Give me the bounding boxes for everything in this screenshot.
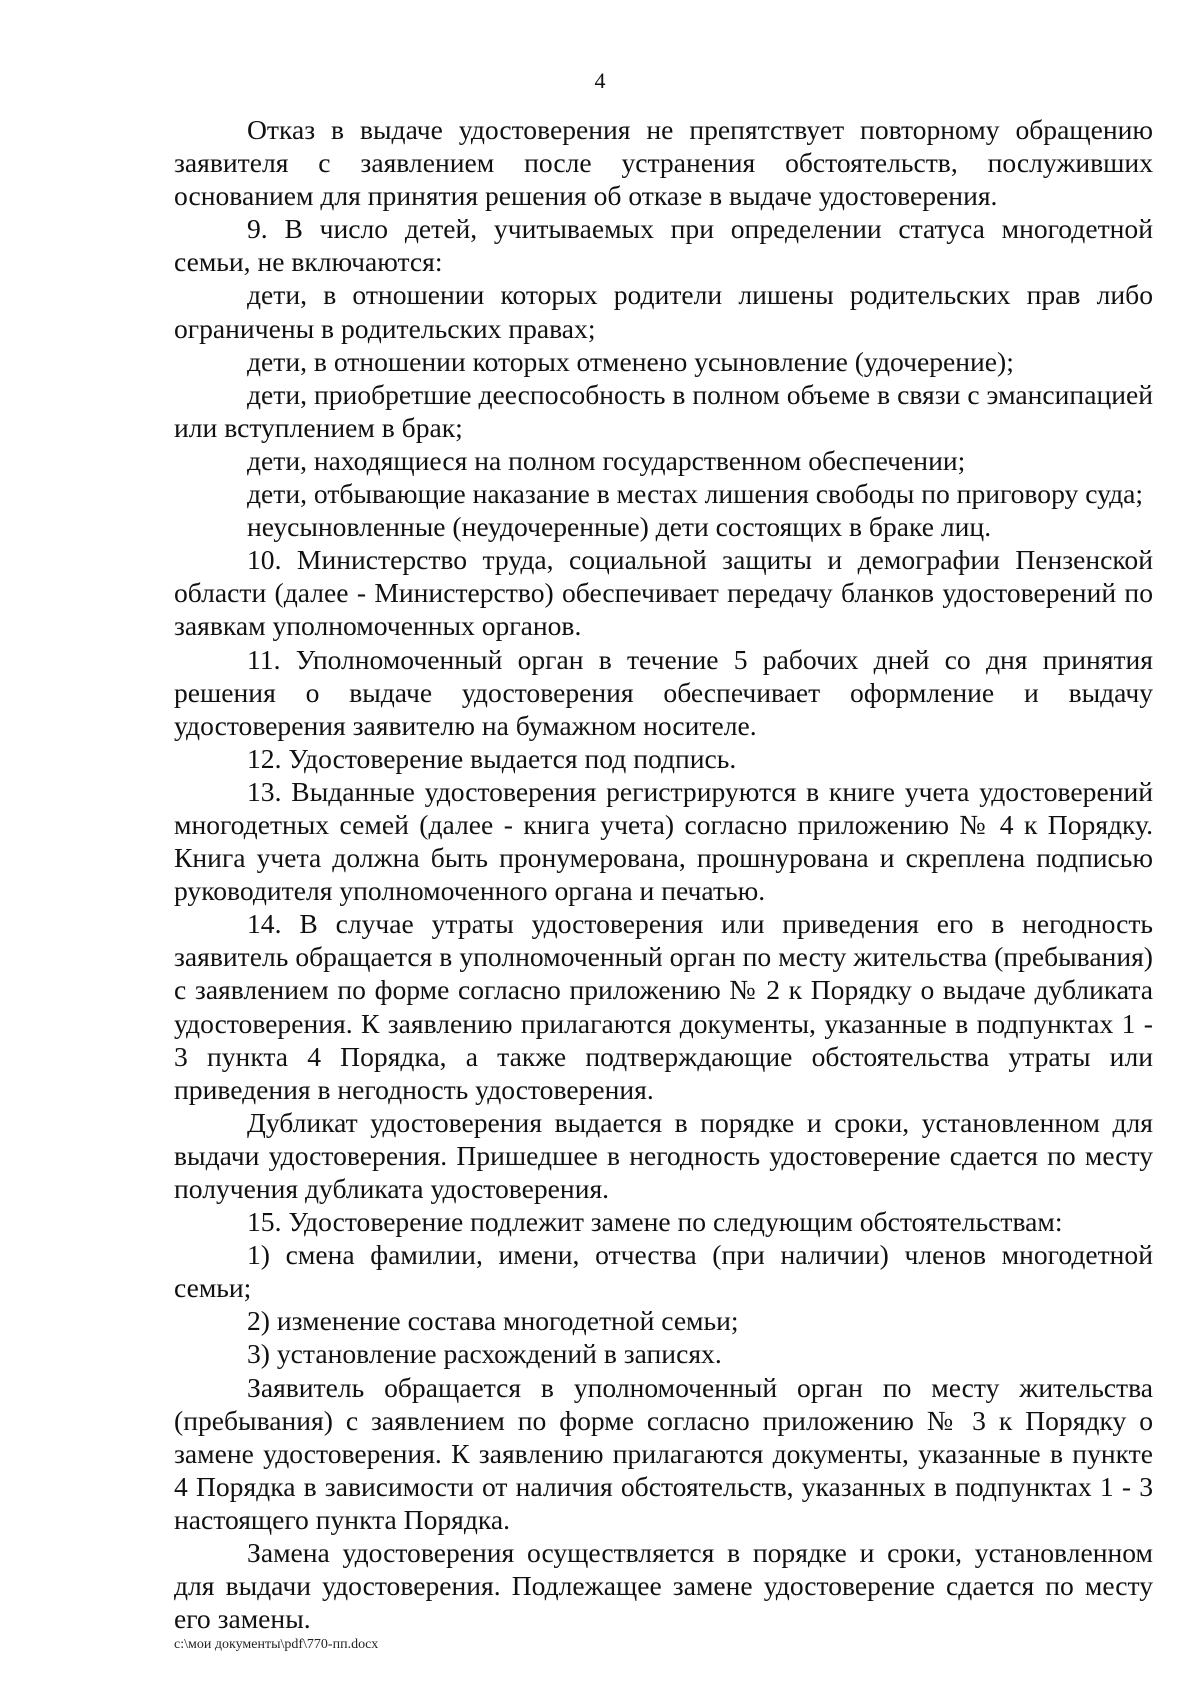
- footer-file-path: c:\мои документы\pdf\770-пп.docx: [174, 1637, 379, 1652]
- paragraph-item-13: 13. Выданные удостоверения регистрируются в книге учета удостоверений многодетных семей (далее - книга учета) согласно приложению № 4 к Порядку. Книга учета должна быть пронумерована, прошнурована и скреплена подписью руководителя уполномоченного органа и печатью.: [174, 775, 1153, 907]
- paragraph-item-14: 14. В случае утраты удостоверения или приведения его в негодность заявитель обращается в уполномоченный орган по месту жительства (пребывания) с заявлением по форме согласно приложению № 2 к Порядку о выдаче дубликата удостоверения. К заявлению прилагаются документы, указанные в подпунктах 1 - 3 пункта 4 Порядка, а также подтверждающие обстоятельства утраты или приведения в негодность удостоверения.: [174, 908, 1153, 1105]
- paragraph-item-9-adoption-cancelled: дети, в отношении которых отменено усыновление (удочерение);: [247, 345, 1014, 377]
- paragraph-item-12: 12. Удостоверение выдается под подпись.: [247, 742, 737, 774]
- paragraph-item-9-children-deprived-rights: дети, в отношении которых родители лишены родительских прав либо ограничены в родительских правах;: [174, 279, 1153, 344]
- paragraph-item-9-state-support: дети, находящиеся на полном государственном обеспечении;: [247, 444, 966, 476]
- paragraph-item-9: 9. В число детей, учитываемых при определении статуса многодетной семьи, не включаются:: [174, 213, 1153, 278]
- paragraph-duplicate-issue: Дубликат удостоверения выдается в порядке и сроки, установленном для выдачи удостоверения. Пришедшее в негодность удостоверение сдается по месту получения дубликата удостоверения.: [174, 1106, 1153, 1204]
- paragraph-item-15: 15. Удостоверение подлежит замене по следующим обстоятельствам:: [247, 1206, 1063, 1238]
- paragraph-item-11: 11. Уполномоченный орган в течение 5 рабочих дней со дня принятия решения о выдаче удостоверения обеспечивает оформление и выдачу удостоверения заявителю на бумажном носителе.: [174, 643, 1153, 741]
- paragraph-replacement-procedure: Замена удостоверения осуществляется в порядке и сроки, установленном для выдачи удостоверения. Подлежащее замене удостоверение сдается по месту его замены.: [174, 1537, 1153, 1635]
- document-body: [174, 113, 1153, 1635]
- paragraph-item-15-sub-2: 2) изменение состава многодетной семьи;: [247, 1305, 739, 1337]
- paragraph-replacement-application: Заявитель обращается в уполномоченный орган по месту жительства (пребывания) с заявлением по форме согласно приложению № 3 к Порядку о замене удостоверения. К заявлению прилагаются документы, указанные в пункте 4 Порядка в зависимости от наличия обстоятельств, указанных в подпунктах 1 - 3 настоящего пункта Порядка.: [174, 1371, 1153, 1535]
- paragraph-item-15-sub-1: 1) смена фамилии, имени, отчества (при наличии) членов многодетной семьи;: [174, 1239, 1153, 1304]
- paragraph-item-15-sub-3: 3) установление расхождений в записях.: [247, 1338, 722, 1370]
- paragraph-item-9-serving-sentence: дети, отбывающие наказание в местах лишения свободы по приговору суда;: [247, 478, 1144, 510]
- paragraph-item-9-emancipation: дети, приобретшие дееспособность в полном объеме в связи с эмансипацией или вступлением в брак;: [174, 378, 1153, 443]
- paragraph-item-10: 10. Министерство труда, социальной защиты и демографии Пензенской области (далее - Министерство) обеспечивает передачу бланков удостоверений по заявкам уполномоченных органов.: [174, 544, 1153, 642]
- page-number: 4: [594, 68, 606, 93]
- paragraph-refusal-note: Отказ в выдаче удостоверения не препятствует повторному обращению заявителя с заявлением после устранения обстоятельств, послуживших основанием для принятия решения об отказе в выдаче удостоверения.: [174, 114, 1153, 212]
- paragraph-item-9-unadopted: неусыновленные (неудочеренные) дети состоящих в браке лиц.: [247, 511, 992, 543]
